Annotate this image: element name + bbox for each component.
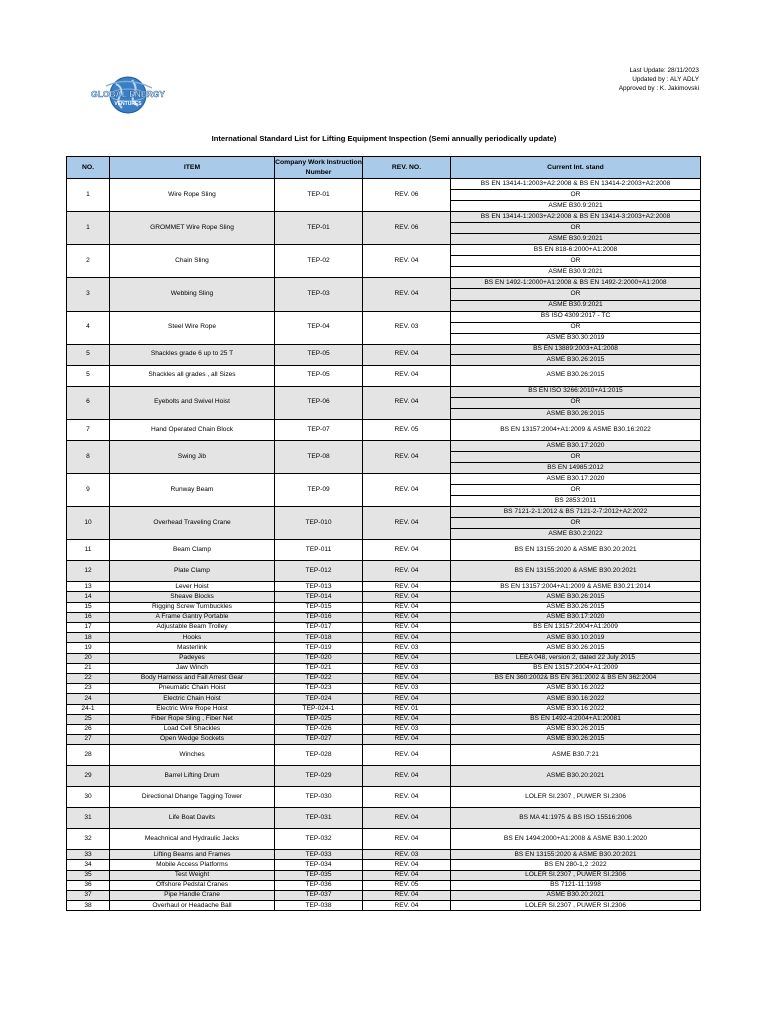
- table-row: [67, 663, 701, 673]
- cell-standard: OR: [451, 223, 701, 234]
- cell-instruction-number: TEP-01: [275, 212, 363, 245]
- cell-no: 5: [67, 365, 110, 386]
- cell-standard: BS EN 13157:2004+A1:2009: [451, 663, 701, 673]
- cell-item: Shackles all grades , all Sizes: [110, 365, 275, 386]
- cell-standard: ASME B30.7:21: [451, 745, 701, 766]
- cell-no: 24: [67, 694, 110, 704]
- cell-standard: BS EN 13157:2004+A1:2009 & ASME B30.21:2014: [451, 582, 701, 592]
- cell-standard: ASME B30.9:2021: [451, 201, 701, 212]
- cell-no: 21: [67, 663, 110, 673]
- cell-no: 4: [67, 311, 110, 344]
- table-row: [67, 179, 701, 190]
- cell-instruction-number: TEP-014: [275, 592, 363, 602]
- table-row: [67, 850, 701, 860]
- cell-item: Fiber Rope Sling , Fiber Net: [110, 714, 275, 724]
- table-row: [67, 787, 701, 808]
- table-row: [67, 870, 701, 880]
- cell-item: Rigging Screw Turnbuckles: [110, 602, 275, 612]
- table-row: [67, 673, 701, 683]
- cell-rev-no: REV. 04: [363, 829, 451, 850]
- cell-instruction-number: TEP-07: [275, 419, 363, 440]
- table-row: [67, 880, 701, 890]
- cell-item: Life Boat Davits: [110, 808, 275, 829]
- cell-standard: BS EN 13155:2020 & ASME B30.20:2021: [451, 850, 701, 860]
- table-row: [67, 745, 701, 766]
- cell-no: 18: [67, 633, 110, 643]
- cell-standard: LEEA 048, version 2, dated 22 July 2015: [451, 653, 701, 663]
- cell-no: 15: [67, 602, 110, 612]
- cell-instruction-number: TEP-02: [275, 245, 363, 278]
- table-row: [67, 344, 701, 355]
- table-row: [67, 684, 701, 694]
- cell-standard: BS EN 14985:2012: [451, 462, 701, 473]
- cell-standard: ASME B30.16:2022: [451, 694, 701, 704]
- globe-icon: [76, 74, 180, 116]
- cell-instruction-number: TEP-036: [275, 880, 363, 890]
- table-row: [67, 714, 701, 724]
- cell-instruction-number: TEP-023: [275, 684, 363, 694]
- table-row: [67, 602, 701, 612]
- table-row: [67, 735, 701, 745]
- cell-rev-no: REV. 04: [363, 344, 451, 365]
- table-row: [67, 612, 701, 622]
- table-row: [67, 473, 701, 484]
- cell-instruction-number: TEP-015: [275, 602, 363, 612]
- cell-instruction-number: TEP-04: [275, 311, 363, 344]
- cell-standard: OR: [451, 485, 701, 496]
- table-row: [67, 592, 701, 602]
- cell-instruction-number: TEP-038: [275, 901, 363, 911]
- cell-standard: OR: [451, 289, 701, 300]
- cell-instruction-number: TEP-03: [275, 278, 363, 311]
- cell-standard: ASME B30.20:2021: [451, 766, 701, 787]
- cell-item: Mobile Access Platforms: [110, 860, 275, 870]
- cell-standard: BS EN 818-6:2000+A1:2008: [451, 245, 701, 256]
- cell-instruction-number: TEP-06: [275, 386, 363, 419]
- cell-item: Shackles grade 6 up to 25 T: [110, 344, 275, 365]
- cell-item: Pneumatic Chain Hoist: [110, 684, 275, 694]
- cell-instruction-number: TEP-020: [275, 653, 363, 663]
- cell-item: Directional Dhange Tagging Tower: [110, 787, 275, 808]
- cell-no: 6: [67, 386, 110, 419]
- table-row: [67, 643, 701, 653]
- cell-instruction-number: TEP-05: [275, 365, 363, 386]
- cell-item: Electric Wire Rope Hoist: [110, 704, 275, 714]
- cell-standard: OR: [451, 451, 701, 462]
- cell-instruction-number: TEP-021: [275, 663, 363, 673]
- cell-standard: BS 7121-11:1998: [451, 880, 701, 890]
- cell-no: 1: [67, 179, 110, 212]
- cell-instruction-number: TEP-016: [275, 612, 363, 622]
- table-row: [67, 440, 701, 451]
- cell-no: 5: [67, 344, 110, 365]
- table-header-row: [67, 157, 701, 179]
- cell-rev-no: REV. 04: [363, 473, 451, 506]
- cell-instruction-number: TEP-013: [275, 582, 363, 592]
- table-row: [67, 245, 701, 256]
- table-body: [67, 179, 701, 911]
- cell-instruction-number: TEP-018: [275, 633, 363, 643]
- cell-item: Overhaul or Headache Ball: [110, 901, 275, 911]
- cell-no: 20: [67, 653, 110, 663]
- cell-no: 7: [67, 419, 110, 440]
- cell-standard: ASME B30.2:2022: [451, 529, 701, 540]
- cell-rev-no: REV. 03: [363, 850, 451, 860]
- cell-standard: BS EN 13414-1:2003+A2:2008 & BS EN 13414-3:2003+A2:2008: [451, 212, 701, 223]
- table-row: [67, 540, 701, 561]
- cell-instruction-number: TEP-028: [275, 745, 363, 766]
- cell-standard: BS EN 360:2002& BS EN 361:2002 & BS EN 362:2004: [451, 673, 701, 683]
- table-row: [67, 891, 701, 901]
- cell-rev-no: REV. 04: [363, 735, 451, 745]
- cell-rev-no: REV. 04: [363, 561, 451, 582]
- logo-text-top: GLOBAL ENERGY: [91, 89, 165, 99]
- cell-item: Lifting Beams and Frames: [110, 850, 275, 860]
- cell-no: 36: [67, 880, 110, 890]
- cell-rev-no: REV. 04: [363, 766, 451, 787]
- cell-rev-no: REV. 04: [363, 592, 451, 602]
- cell-standard: BS EN 280-1,2 :2022: [451, 860, 701, 870]
- cell-standard: BS EN ISO 3266:2010+A1:2015: [451, 386, 701, 397]
- header-instruction-number: Company Work Instruction Number: [275, 157, 363, 179]
- cell-instruction-number: TEP-031: [275, 808, 363, 829]
- cell-standard: LOLER SI.2307 , PUWER SI.2306: [451, 787, 701, 808]
- cell-rev-no: REV. 01: [363, 704, 451, 714]
- table-row: [67, 419, 701, 440]
- standards-table: [66, 156, 701, 911]
- cell-standard: LOLER SI.2307 , PUWER SI.2306: [451, 901, 701, 911]
- cell-standard: ASME B30.20:2021: [451, 891, 701, 901]
- cell-instruction-number: TEP-08: [275, 440, 363, 473]
- approved-by: Approved by : K. Jakimovski: [618, 85, 699, 92]
- cell-no: 33: [67, 850, 110, 860]
- cell-rev-no: REV. 03: [363, 663, 451, 673]
- cell-rev-no: REV. 05: [363, 880, 451, 890]
- cell-standard: BS EN 13157:2004+A1:2009: [451, 623, 701, 633]
- cell-item: Overhead Traveling Crane: [110, 507, 275, 540]
- cell-standard: BS EN 1492-1:2000+A1:2008 & BS EN 1492-2:2000+A1:2008: [451, 278, 701, 289]
- cell-rev-no: REV. 05: [363, 419, 451, 440]
- cell-rev-no: REV. 04: [363, 612, 451, 622]
- cell-standard: BS EN 13155:2020 & ASME B30.20:2021: [451, 561, 701, 582]
- cell-standard: BS ISO 4309:2017 - TC: [451, 311, 701, 322]
- cell-no: 23: [67, 684, 110, 694]
- cell-standard: ASME B30.26:2015: [451, 365, 701, 386]
- cell-no: 28: [67, 745, 110, 766]
- cell-item: Chain Sling: [110, 245, 275, 278]
- table-row: [67, 653, 701, 663]
- table-row: [67, 704, 701, 714]
- cell-standard: ASME B30.26:2015: [451, 724, 701, 734]
- cell-instruction-number: TEP-034: [275, 860, 363, 870]
- cell-standard: ASME B30.9:2021: [451, 267, 701, 278]
- cell-instruction-number: TEP-011: [275, 540, 363, 561]
- table-row: [67, 724, 701, 734]
- cell-standard: OR: [451, 397, 701, 408]
- cell-standard: LOLER SI.2307 , PUWER SI.2306: [451, 870, 701, 880]
- cell-item: Test Weight: [110, 870, 275, 880]
- cell-item: Plate Clamp: [110, 561, 275, 582]
- cell-standard: ASME B30.17:2020: [451, 440, 701, 451]
- cell-standard: ASME B30.26:2015: [451, 602, 701, 612]
- cell-instruction-number: TEP-026: [275, 724, 363, 734]
- header-item: ITEM: [110, 157, 275, 179]
- table-row: [67, 561, 701, 582]
- cell-standard: ASME B30.26:2015: [451, 355, 701, 366]
- cell-standard: BS EN 13157:2004+A1:2009 & ASME B30.16:2022: [451, 419, 701, 440]
- header-no: NO.: [67, 157, 110, 179]
- cell-instruction-number: TEP-017: [275, 623, 363, 633]
- table-row: [67, 901, 701, 911]
- cell-no: 16: [67, 612, 110, 622]
- cell-standard: ASME B30.26:2015: [451, 592, 701, 602]
- cell-standard: BS EN 13155:2020 & ASME B30.20:2021: [451, 540, 701, 561]
- cell-no: 25: [67, 714, 110, 724]
- cell-rev-no: REV. 04: [363, 440, 451, 473]
- cell-rev-no: REV. 06: [363, 212, 451, 245]
- cell-standard: ASME B30.17:2020: [451, 473, 701, 484]
- cell-item: Wire Rope Sling: [110, 179, 275, 212]
- cell-rev-no: REV. 04: [363, 787, 451, 808]
- cell-item: Offshore Pedstal Cranes: [110, 880, 275, 890]
- cell-no: 8: [67, 440, 110, 473]
- cell-item: Eyebolts and Swivel Hoist: [110, 386, 275, 419]
- updated-by: Updated by : ALY ADLY: [632, 76, 699, 83]
- cell-item: Open Wedge Sockets: [110, 735, 275, 745]
- cell-standard: BS EN 13889:2003+A1:2008: [451, 344, 701, 355]
- table-row: [67, 212, 701, 223]
- cell-item: Beam Clamp: [110, 540, 275, 561]
- cell-no: 27: [67, 735, 110, 745]
- cell-standard: BS EN 1494:2000+A1:2008 & ASME B30.1:2020: [451, 829, 701, 850]
- last-update: Last Update: 28/11/2023: [629, 67, 699, 74]
- cell-rev-no: REV. 04: [363, 870, 451, 880]
- cell-no: 13: [67, 582, 110, 592]
- cell-standard: ASME B30.16:2022: [451, 704, 701, 714]
- cell-instruction-number: TEP-032: [275, 829, 363, 850]
- cell-instruction-number: TEP-035: [275, 870, 363, 880]
- table-row: [67, 507, 701, 518]
- cell-rev-no: REV. 04: [363, 673, 451, 683]
- cell-rev-no: REV. 03: [363, 311, 451, 344]
- cell-no: 17: [67, 623, 110, 633]
- table-row: [67, 860, 701, 870]
- document-title: International Standard List for Lifting Equipment Inspection (Semi annually periodically update): [211, 134, 557, 143]
- cell-item: Meachnical and Hydraulic Jacks: [110, 829, 275, 850]
- cell-item: Body Harness and Fall Arrest Gear: [110, 673, 275, 683]
- cell-rev-no: REV. 04: [363, 808, 451, 829]
- cell-item: Swing Jib: [110, 440, 275, 473]
- cell-instruction-number: TEP-09: [275, 473, 363, 506]
- table-row: [67, 766, 701, 787]
- cell-no: 30: [67, 787, 110, 808]
- cell-no: 9: [67, 473, 110, 506]
- cell-item: Load Cell Shackles: [110, 724, 275, 734]
- cell-item: Padeyes: [110, 653, 275, 663]
- cell-instruction-number: TEP-022: [275, 673, 363, 683]
- cell-item: Hooks: [110, 633, 275, 643]
- cell-no: 38: [67, 901, 110, 911]
- cell-no: 29: [67, 766, 110, 787]
- cell-standard: BS 7121-2-1:2012 & BS 7121-2-7:2012+A2:2022: [451, 507, 701, 518]
- cell-standard: OR: [451, 322, 701, 333]
- cell-instruction-number: TEP-033: [275, 850, 363, 860]
- cell-rev-no: REV. 04: [363, 623, 451, 633]
- cell-rev-no: REV. 04: [363, 540, 451, 561]
- cell-item: Webbing Sling: [110, 278, 275, 311]
- cell-instruction-number: TEP-05: [275, 344, 363, 365]
- cell-no: 31: [67, 808, 110, 829]
- cell-rev-no: REV. 04: [363, 245, 451, 278]
- cell-standard: OR: [451, 190, 701, 201]
- header-rev-no: REV. NO.: [363, 157, 451, 179]
- cell-item: Winches: [110, 745, 275, 766]
- cell-no: 3: [67, 278, 110, 311]
- cell-item: Sheave Blocks: [110, 592, 275, 602]
- cell-standard: ASME B30.16:2022: [451, 684, 701, 694]
- cell-instruction-number: TEP-024: [275, 694, 363, 704]
- table-row: [67, 278, 701, 289]
- cell-item: Hand Operated Chain Block: [110, 419, 275, 440]
- table-row: [67, 365, 701, 386]
- cell-standard: BS EN 1492-4:2004+A1:20081: [451, 714, 701, 724]
- cell-rev-no: REV. 04: [363, 386, 451, 419]
- cell-no: 14: [67, 592, 110, 602]
- cell-standard: ASME B30.17:2020: [451, 612, 701, 622]
- cell-rev-no: REV. 04: [363, 365, 451, 386]
- cell-no: 10: [67, 507, 110, 540]
- logo-text-bottom: VENTURES: [114, 101, 142, 107]
- cell-standard: OR: [451, 518, 701, 529]
- cell-standard: ASME B30.26:2015: [451, 735, 701, 745]
- cell-item: GROMMET Wire Rope Sling: [110, 212, 275, 245]
- cell-standard: ASME B30.10:2019: [451, 633, 701, 643]
- cell-item: Barrel Lifting Drum: [110, 766, 275, 787]
- cell-rev-no: REV. 04: [363, 582, 451, 592]
- cell-standard: ASME B30.30:2019: [451, 333, 701, 344]
- cell-no: 19: [67, 643, 110, 653]
- cell-rev-no: REV. 04: [363, 602, 451, 612]
- cell-no: 2: [67, 245, 110, 278]
- table-row: [67, 582, 701, 592]
- cell-rev-no: REV. 03: [363, 643, 451, 653]
- cell-instruction-number: TEP-027: [275, 735, 363, 745]
- cell-instruction-number: TEP-012: [275, 561, 363, 582]
- table-row: [67, 633, 701, 643]
- cell-standard: ASME B30.9:2021: [451, 234, 701, 245]
- cell-item: Adjustable Beam Trolley: [110, 623, 275, 633]
- cell-no: 32: [67, 829, 110, 850]
- cell-standard: ASME B30.26:2015: [451, 408, 701, 419]
- cell-instruction-number: TEP-024-1: [275, 704, 363, 714]
- cell-rev-no: REV. 04: [363, 653, 451, 663]
- cell-instruction-number: TEP-029: [275, 766, 363, 787]
- cell-no: 22: [67, 673, 110, 683]
- cell-rev-no: REV. 04: [363, 745, 451, 766]
- table-row: [67, 829, 701, 850]
- cell-standard: BS MA 41:1975 & BS ISO 15516:2006: [451, 808, 701, 829]
- cell-rev-no: REV. 04: [363, 901, 451, 911]
- cell-standard: BS 2853:2011: [451, 496, 701, 507]
- cell-item: Lever Hoist: [110, 582, 275, 592]
- table-row: [67, 623, 701, 633]
- cell-instruction-number: TEP-030: [275, 787, 363, 808]
- cell-rev-no: REV. 04: [363, 507, 451, 540]
- cell-instruction-number: TEP-025: [275, 714, 363, 724]
- cell-instruction-number: TEP-037: [275, 891, 363, 901]
- cell-standard: OR: [451, 256, 701, 267]
- table-row: [67, 386, 701, 397]
- cell-no: 26: [67, 724, 110, 734]
- cell-standard: ASME B30.26:2015: [451, 643, 701, 653]
- cell-rev-no: REV. 04: [363, 860, 451, 870]
- cell-rev-no: REV. 04: [363, 694, 451, 704]
- cell-item: Runway Beam: [110, 473, 275, 506]
- table-row: [67, 694, 701, 704]
- cell-standard: BS EN 13414-1:2003+A2:2008 & BS EN 13414-2:2003+A2:2008: [451, 179, 701, 190]
- cell-item: Pipe Handle Crane: [110, 891, 275, 901]
- cell-rev-no: REV. 03: [363, 724, 451, 734]
- cell-item: Jaw Winch: [110, 663, 275, 673]
- cell-rev-no: REV. 03: [363, 684, 451, 694]
- cell-rev-no: REV. 04: [363, 891, 451, 901]
- cell-instruction-number: TEP-019: [275, 643, 363, 653]
- table-row: [67, 808, 701, 829]
- cell-no: 11: [67, 540, 110, 561]
- cell-no: 1: [67, 212, 110, 245]
- cell-instruction-number: TEP-01: [275, 179, 363, 212]
- cell-no: 37: [67, 891, 110, 901]
- header-current-standard: Current Int. stand: [451, 157, 701, 179]
- cell-standard: ASME B30.9:2021: [451, 300, 701, 311]
- table-row: [67, 311, 701, 322]
- cell-item: Steel Wire Rope: [110, 311, 275, 344]
- document-meta: [619, 66, 699, 93]
- cell-no: 35: [67, 870, 110, 880]
- cell-no: 12: [67, 561, 110, 582]
- cell-item: Electric Chain Hoist: [110, 694, 275, 704]
- cell-rev-no: REV. 04: [363, 633, 451, 643]
- cell-no: 24-1: [67, 704, 110, 714]
- cell-item: Masterlink: [110, 643, 275, 653]
- cell-no: 34: [67, 860, 110, 870]
- cell-item: A Frame Gantry Portable: [110, 612, 275, 622]
- company-logo: [76, 74, 180, 116]
- cell-rev-no: REV. 04: [363, 278, 451, 311]
- cell-instruction-number: TEP-010: [275, 507, 363, 540]
- cell-rev-no: REV. 06: [363, 179, 451, 212]
- cell-rev-no: REV. 04: [363, 714, 451, 724]
